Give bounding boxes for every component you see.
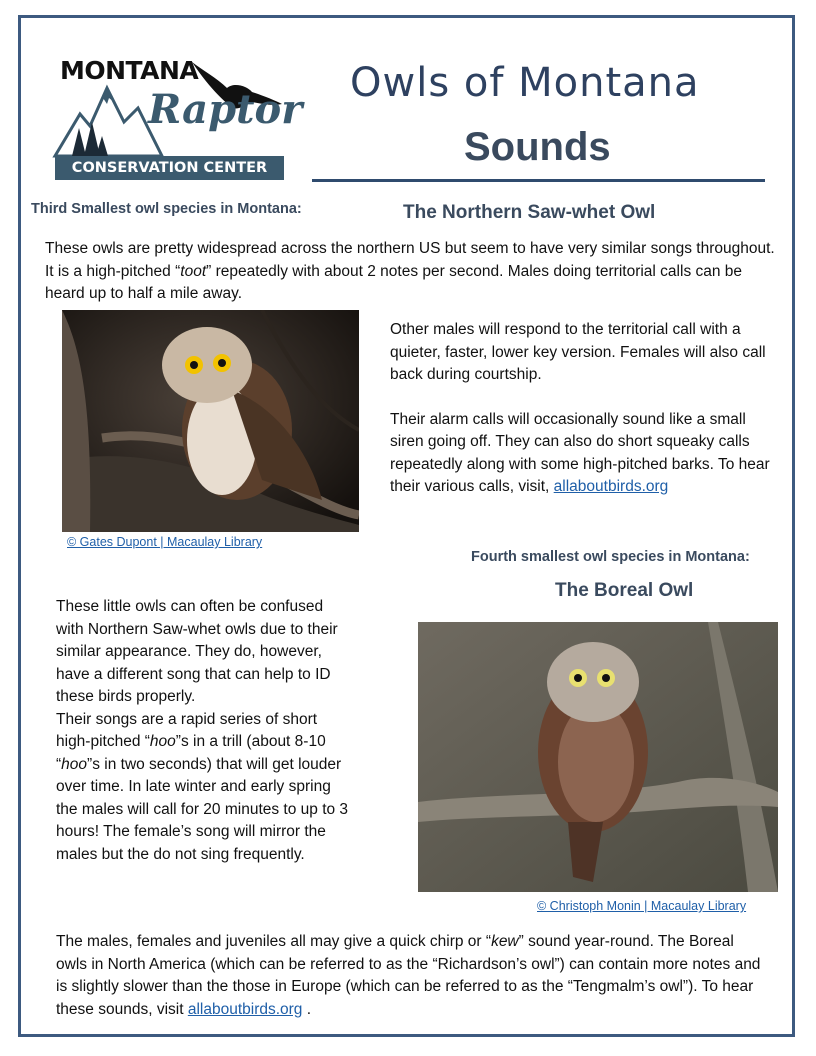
section1-right-p1: Other males will respond to the territorial call with a quieter, faster, lower key version. Females will also call back during courtship. — [390, 321, 766, 383]
page-title-script: Owls of Montana — [350, 60, 700, 106]
logo-top-text: MONTANA — [60, 56, 199, 85]
section1-right-text — [390, 319, 770, 499]
allaboutbirds-link-1[interactable]: allaboutbirds.org — [553, 478, 669, 495]
section2-left-text — [56, 596, 351, 866]
left-p2-b: ”s in a trill (about 8-10 “ — [56, 733, 326, 773]
section1-right-p2: Their alarm calls will occasionally sound like a small siren going off. They can also do short squeaky calls repeatedly along with some high-pitched barks. To hear their various calls, visit, — [390, 410, 770, 495]
allaboutbirds-link-2[interactable]: allaboutbirds.org — [187, 1000, 303, 1018]
montana-raptor-logo — [52, 52, 303, 182]
saw-whet-photo-credit[interactable]: © Gates Dupont | Macaulay Library — [67, 535, 263, 549]
left-p2-a: Their songs are a rapid series of short high-pitched “ — [56, 710, 318, 750]
bottom-text-a: The males, females and juveniles all may give a quick chirp or “ — [56, 933, 492, 950]
saw-whet-owl-photo — [62, 310, 359, 532]
boreal-photo-credit[interactable]: © Christoph Monin | Macaulay Library — [537, 899, 747, 913]
section2-species-title: The Boreal Owl — [555, 580, 694, 601]
boreal-owl-photo — [418, 622, 778, 892]
section1-intro — [45, 238, 775, 306]
bottom-em: kew — [491, 933, 519, 950]
intro-text-a: These owls are pretty widespread across the northern US but seem to have very similar songs throughout. It is a high-pitched “ — [45, 240, 775, 280]
section1-species-title: The Northern Saw-whet Owl — [403, 202, 656, 223]
intro-text-b: ” repeatedly with about 2 notes per second. Males doing territorial calls can be heard up to half a mile away. — [45, 262, 743, 302]
section2-left-p1: These little owls can often be confused with Northern Saw-whet owls due to their similar appearance. They do, however, have a different song that can help to ID these birds properly. — [56, 598, 338, 705]
section2-rank: Fourth smallest owl species in Montana: — [471, 549, 750, 565]
intro-em: toot — [180, 262, 207, 280]
left-p2-em1: hoo — [149, 733, 176, 750]
logo-script-text: Raptor — [148, 86, 303, 133]
page-title-bold: Sounds — [464, 125, 611, 169]
title-rule — [312, 179, 765, 182]
left-p2-em2: hoo — [61, 755, 88, 773]
bottom-text-b: ” sound year-round. The Boreal owls in North America (which can be referred to as the “Richardson’s owl”) can contain more notes and is slightly slower than the those in Europe (which can be referred to as the “Tengmalm’s owl”). To hear these sounds, visit — [56, 933, 761, 1018]
section2-bottom-text — [56, 931, 766, 1021]
bottom-text-c: . — [302, 1000, 312, 1018]
logo-bar-text: CONSERVATION CENTER — [55, 156, 284, 180]
left-p2-c: ”s in two seconds) that will get louder over time. In late winter and early spring the males will call for 20 minutes to up to 3 hours! The female’s song will mirror the males but the do not sing frequently. — [56, 755, 349, 863]
section1-rank: Third Smallest owl species in Montana: — [31, 201, 302, 217]
